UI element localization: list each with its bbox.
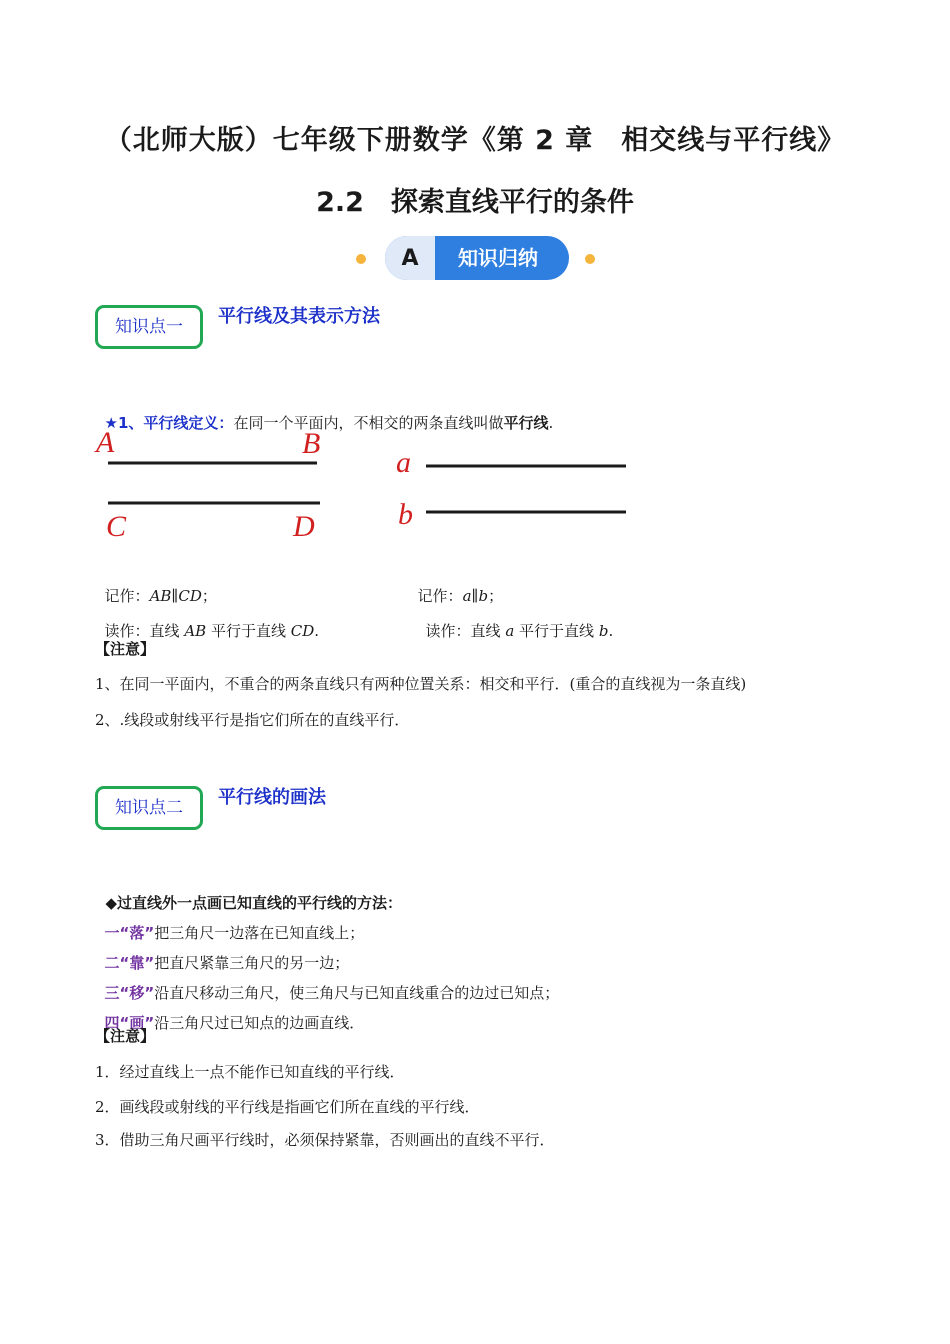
definition-prefix: ★1、平行线定义：	[104, 414, 234, 432]
knowledge-point-1-box: 知识点一	[95, 305, 203, 349]
section-title: 2.2 探索直线平行的条件	[316, 187, 634, 218]
note-item: 3．借助三角尺画平行线时，必须保持紧靠，否则画出的直线不平行．	[95, 1131, 555, 1149]
note-item: 2．画线段或射线的平行线是指画它们所在直线的平行线．	[95, 1098, 480, 1116]
figure-a-b	[390, 440, 640, 535]
label-d: D	[293, 510, 315, 543]
definition-term: 平行线	[503, 414, 549, 432]
section-banner	[270, 232, 680, 282]
notation-ab-cd: 记作：AB∥CD；	[104, 587, 217, 605]
banner-letter: A	[401, 246, 419, 271]
page-title: （北师大版）七年级下册数学《第 2 章 相交线与平行线》	[104, 125, 846, 156]
step-item: 四“画”沿三角尺过已知点的边画直线．	[104, 1014, 365, 1032]
definition-end: .	[548, 414, 554, 432]
step-item: 二“靠”把直尺紧靠三角尺的另一边；	[104, 954, 350, 972]
definition-text: 在同一个平面内，不相交的两条直线叫做	[233, 414, 504, 432]
note-heading-1: 【注意】	[95, 640, 156, 658]
knowledge-point-2-title: 平行线的画法	[218, 787, 326, 808]
figure-ab-cd	[90, 420, 350, 545]
label-b: B	[302, 427, 321, 460]
step-item: 一“落”把三角尺一边落在已知直线上；	[104, 924, 365, 942]
reading-ab-cd: 读作：直线 AB 平行于直线 CD.	[104, 622, 320, 640]
banner-dot-left	[356, 254, 366, 264]
banner-label: 知识归纳	[458, 246, 538, 270]
note-item: 2、.线段或射线平行是指它们所在的直线平行．	[95, 711, 410, 729]
note-item: 1．经过直线上一点不能作已知直线的平行线．	[95, 1063, 405, 1081]
note-item: 1、在同一平面内，不重合的两条直线只有两种位置关系：相交和平行．(重合的直线视为一条直线)	[95, 675, 747, 693]
label-a: A	[96, 426, 115, 459]
knowledge-point-2-box: 知识点二	[95, 786, 203, 830]
knowledge-point-1-title: 平行线及其表示方法	[218, 306, 380, 327]
label-c: C	[106, 510, 127, 543]
label-small-b: b	[398, 498, 413, 531]
note-heading-2: 【注意】	[95, 1027, 156, 1045]
step-item: 三“移”沿直尺移动三角尺，使三角尺与已知直线重合的边过已知点；	[104, 984, 560, 1002]
banner-dot-right	[585, 254, 595, 264]
label-small-a: a	[396, 446, 411, 479]
notation-a-b: 记作：a∥b；	[417, 587, 504, 605]
reading-a-b: 读作：直线 a 平行于直线 b.	[425, 622, 614, 640]
method-heading: ◆过直线外一点画已知直线的平行线的方法：	[105, 894, 402, 912]
